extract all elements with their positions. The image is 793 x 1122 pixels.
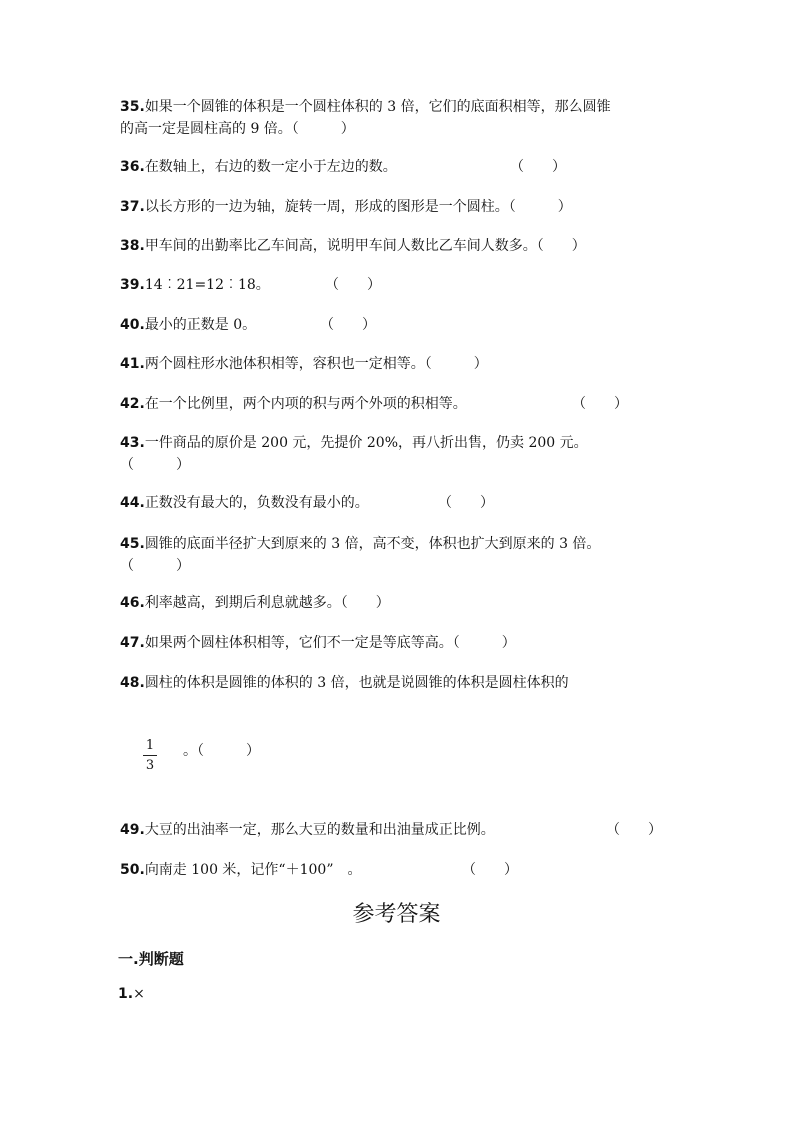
question-number: 40. (120, 317, 145, 333)
answer-paren: （ ） (438, 495, 494, 511)
question-number: 49. (120, 822, 145, 838)
answer-paren: （ ） (462, 862, 518, 878)
question-text: 一件商品的原价是 200 元，先提价 20%，再八折出售，仍卖 200 元。 (144, 435, 588, 451)
question-number: 47. (120, 635, 145, 651)
question-40 (120, 314, 680, 336)
question-number: 44. (120, 495, 145, 511)
question-38 (120, 235, 680, 257)
section-title: 一.判断题 (118, 950, 184, 968)
question-number: 48. (120, 675, 145, 691)
question-text: 两个圆柱形水池体积相等，容积也一定相等。（ ） (144, 356, 488, 372)
question-36 (120, 156, 680, 178)
question-42 (120, 393, 680, 415)
question-text: 大豆的出油率一定，那么大豆的数量和出油量成正比例。 (144, 822, 495, 838)
question-text: 在数轴上，右边的数一定小于左边的数。 (144, 159, 397, 175)
question-text: 甲车间的出勤率比乙车间高，说明甲车间人数比乙车间人数多。（ ） (144, 238, 586, 254)
question-text: 最小的正数是 0。 (144, 317, 257, 333)
answer-paren: （ ） (120, 558, 190, 574)
question-45 (120, 533, 680, 577)
question-37 (120, 196, 680, 218)
question-text: 利率越高，到期后利息就越多。（ ） (144, 595, 390, 611)
question-35 (120, 96, 680, 140)
question-47 (120, 632, 680, 654)
question-number: 50. (120, 862, 145, 878)
question-50 (120, 859, 680, 881)
question-number: 35. (120, 99, 145, 115)
question-44 (120, 492, 680, 514)
answer-paren: （ ） (325, 277, 381, 293)
question-number: 39. (120, 277, 145, 293)
question-number: 38. (120, 238, 145, 254)
fraction-one-third (143, 738, 157, 774)
question-text: 圆柱的体积是圆锥的体积的 3 倍，也就是说圆锥的体积是圆柱体积的 (144, 675, 569, 691)
answer-paren: （ ） (572, 396, 628, 412)
question-48 (120, 672, 680, 694)
question-text: 圆锥的底面半径扩大到原来的 3 倍，高不变，体积也扩大到原来的 3 倍。 (144, 536, 601, 552)
question-text: 以长方形的一边为轴，旋转一周，形成的图形是一个圆柱。（ ） (144, 199, 572, 215)
answer-paren: （ ） (120, 457, 190, 473)
question-text: 在一个比例里，两个内项的积与两个外项的积相等。 (144, 396, 467, 412)
question-number: 43. (120, 435, 145, 451)
fraction-tail: 。（ ） (183, 743, 260, 759)
question-number: 45. (120, 536, 145, 552)
answer-paren: （ ） (510, 159, 566, 175)
question-49 (120, 819, 680, 841)
answer-value: × (133, 986, 145, 1002)
fraction-denominator: 3 (145, 758, 155, 773)
fraction-numerator: 1 (145, 738, 155, 753)
question-text: 如果一个圆锥的体积是一个圆柱体积的 3 倍，它们的底面积相等，那么圆锥 (144, 99, 611, 115)
question-number: 36. (120, 159, 145, 175)
question-39 (120, 274, 680, 296)
question-text: 向南走 100 米，记作“＋100” 。 (144, 862, 362, 878)
question-number: 46. (120, 595, 145, 611)
question-43 (120, 432, 680, 476)
question-number: 42. (120, 396, 145, 412)
question-text-cont: 的高一定是圆柱高的 9 倍。（ ） (120, 121, 355, 137)
answer-paren: （ ） (320, 317, 376, 333)
question-number: 37. (120, 199, 145, 215)
question-text: 如果两个圆柱体积相等，它们不一定是等底等高。（ ） (144, 635, 516, 651)
answer-paren: （ ） (606, 822, 662, 838)
answer-number: 1. (118, 986, 134, 1002)
answer-title: 参考答案 (352, 902, 441, 927)
answer-1 (118, 986, 145, 1002)
question-number: 41. (120, 356, 145, 372)
fraction-bar (143, 755, 157, 756)
question-text: 正数没有最大的，负数没有最小的。 (144, 495, 369, 511)
question-text: 14︰21=12︰18。 (144, 277, 270, 293)
question-46 (120, 592, 680, 614)
question-41 (120, 353, 680, 375)
